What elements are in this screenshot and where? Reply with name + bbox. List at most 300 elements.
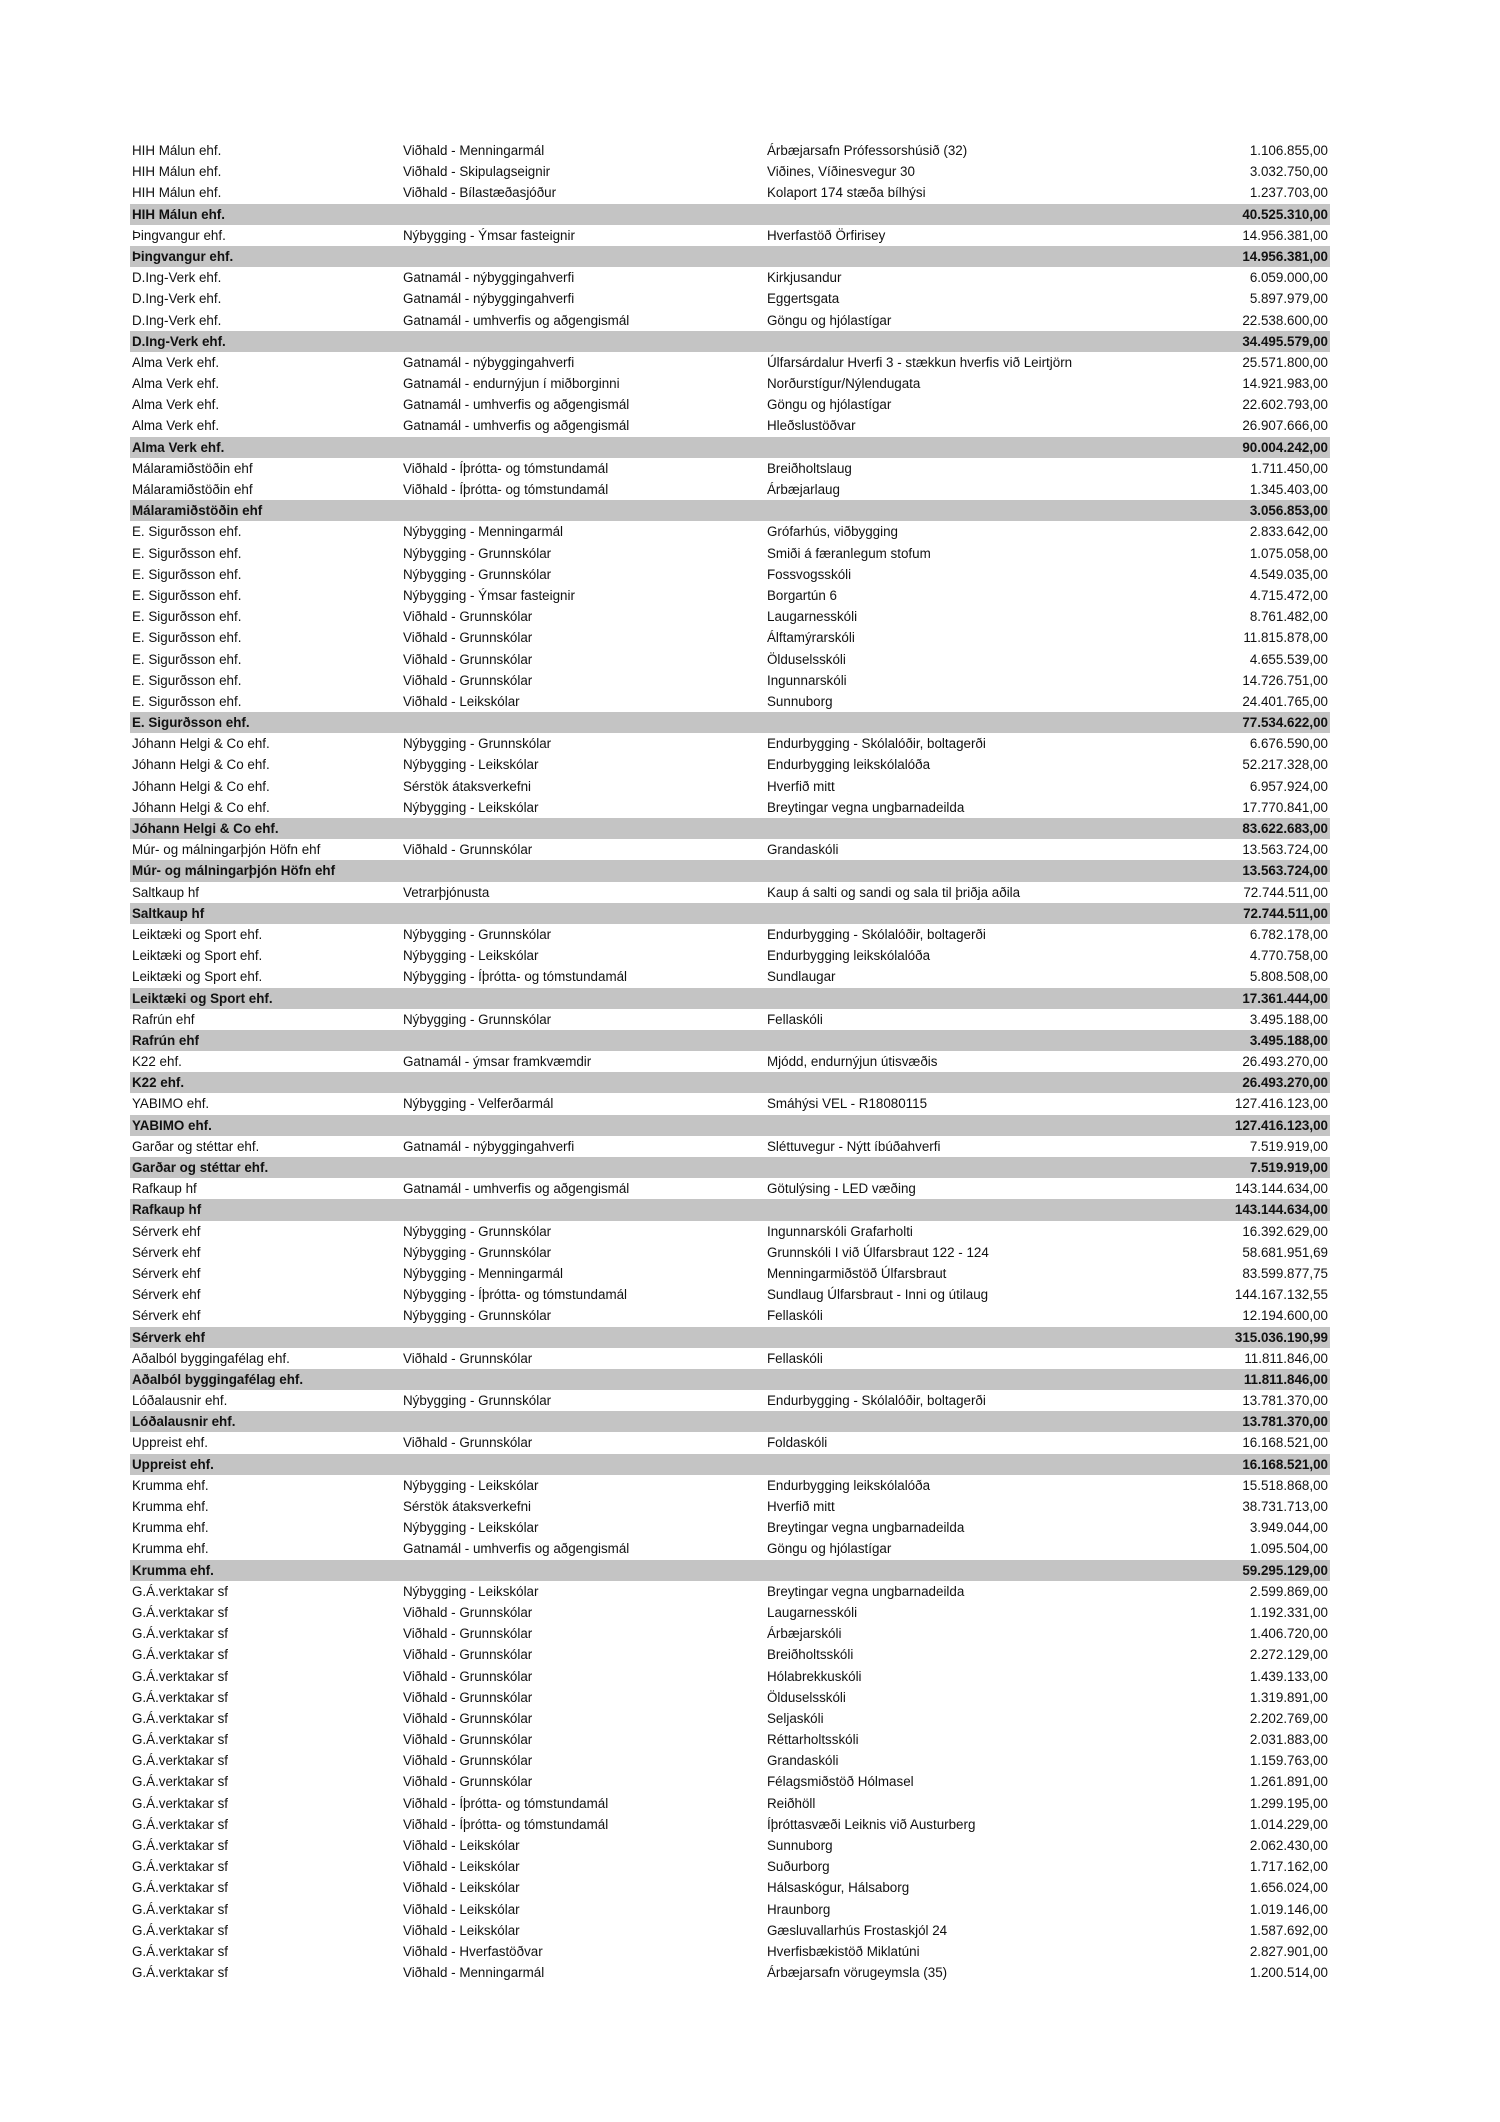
contractor-cell: G.Á.verktakar sf xyxy=(132,1583,228,1599)
contractor-cell: E. Sigurðsson ehf. xyxy=(132,715,250,731)
contractor-cell: G.Á.verktakar sf xyxy=(132,1647,228,1663)
project-cell: Grandaskóli xyxy=(767,1753,839,1769)
amount-cell: 13.781.370,00 xyxy=(1242,1393,1328,1409)
category-cell: Viðhald - Grunnskólar xyxy=(403,609,533,625)
project-cell: Kirkjusandur xyxy=(767,270,842,286)
amount-cell: 3.032.750,00 xyxy=(1249,164,1328,180)
amount-cell: 1.711.450,00 xyxy=(1250,460,1328,476)
contractor-cell: Garðar og stéttar ehf. xyxy=(132,1138,260,1154)
table-row xyxy=(130,415,1330,436)
category-cell: Vetrarþjónusta xyxy=(403,884,490,900)
amount-cell: 1.159.763,00 xyxy=(1249,1753,1328,1769)
amount-cell: 2.827.901,00 xyxy=(1249,1943,1328,1959)
subtotal-row xyxy=(130,1411,1330,1432)
table-row xyxy=(130,1602,1330,1623)
amount-cell: 83.622.683,00 xyxy=(1242,821,1328,836)
subtotal-row xyxy=(130,712,1330,733)
amount-cell: 52.217.328,00 xyxy=(1242,757,1328,773)
contractor-cell: G.Á.verktakar sf xyxy=(132,1732,228,1748)
category-cell: Gatnamál - nýbyggingahverfi xyxy=(403,270,575,286)
amount-cell: 72.744.511,00 xyxy=(1243,905,1328,921)
table-row xyxy=(130,373,1330,394)
project-cell: Sundlaugar xyxy=(767,969,836,985)
contractor-cell: Aðalból byggingafélag ehf. xyxy=(132,1371,304,1387)
project-cell: Endurbygging - Skólalóðir, boltagerði xyxy=(767,1393,986,1409)
table-row xyxy=(130,1708,1330,1729)
amount-cell: 2.062.430,00 xyxy=(1249,1838,1328,1853)
category-cell: Viðhald - Grunnskólar xyxy=(403,1732,533,1748)
contractor-cell: Alma Verk ehf. xyxy=(132,439,225,455)
amount-cell: 3.949.044,00 xyxy=(1249,1520,1328,1536)
category-cell: Nýbygging - Grunnskólar xyxy=(403,1393,552,1409)
category-cell: Viðhald - Íþrótta- og tómstundamál xyxy=(403,1816,609,1832)
subtotal-row xyxy=(130,1560,1330,1581)
amount-cell: 4.655.539,00 xyxy=(1249,651,1328,667)
contractor-cell: E. Sigurðsson ehf. xyxy=(132,545,242,561)
contractor-cell: Jóhann Helgi & Co ehf. xyxy=(132,821,279,836)
project-cell: Félagsmiðstöð Hólmasel xyxy=(767,1774,914,1790)
amount-cell: 4.549.035,00 xyxy=(1249,566,1328,582)
project-cell: Árbæjarlaug xyxy=(767,482,840,497)
table-row xyxy=(130,352,1330,373)
category-cell: Viðhald - Grunnskólar xyxy=(403,1435,533,1451)
contractor-cell: HIH Málun ehf. xyxy=(132,206,225,222)
project-cell: Göngu og hjólastígar xyxy=(767,312,892,328)
contractor-cell: E. Sigurðsson ehf. xyxy=(132,566,242,582)
subtotal-row xyxy=(130,500,1330,521)
category-cell: Gatnamál - umhverfis og aðgengismál xyxy=(403,397,630,413)
table-row xyxy=(130,1941,1330,1962)
contractor-cell: Sérverk ehf xyxy=(132,1329,205,1345)
table-row xyxy=(130,1305,1330,1326)
project-cell: Hverfastöð Örfirisey xyxy=(767,227,886,243)
amount-cell: 14.956.381,00 xyxy=(1242,248,1328,264)
project-cell: Breytingar vegna ungbarnadeilda xyxy=(767,1583,965,1599)
contractor-cell: Aðalból byggingafélag ehf. xyxy=(132,1350,290,1366)
contractor-cell: G.Á.verktakar sf xyxy=(132,1795,228,1811)
contractor-cell: G.Á.verktakar sf xyxy=(132,1859,228,1875)
category-cell: Gatnamál - ýmsar framkvæmdir xyxy=(403,1054,592,1070)
amount-cell: 1.319.891,00 xyxy=(1249,1689,1328,1705)
amount-cell: 1.237.703,00 xyxy=(1249,185,1328,201)
contractor-cell: D.Ing-Verk ehf. xyxy=(132,312,222,328)
contractor-cell: E. Sigurðsson ehf. xyxy=(132,693,242,709)
project-cell: Endurbygging leikskólalóða xyxy=(767,757,931,773)
category-cell: Nýbygging - Menningarmál xyxy=(403,1265,564,1281)
category-cell: Nýbygging - Leikskólar xyxy=(403,799,539,815)
contractor-cell: Uppreist ehf. xyxy=(132,1435,208,1451)
category-cell: Nýbygging - Grunnskólar xyxy=(403,1244,552,1260)
project-cell: Mjódd, endurnýjun útisvæðis xyxy=(767,1054,938,1070)
subtotal-row xyxy=(130,903,1330,924)
category-cell: Viðhald - Leikskólar xyxy=(403,1838,520,1853)
table-row xyxy=(130,627,1330,648)
contractor-cell: G.Á.verktakar sf xyxy=(132,1626,228,1642)
project-cell: Fossvogsskóli xyxy=(767,566,852,582)
category-cell: Viðhald - Leikskólar xyxy=(403,1922,520,1938)
contractor-cell: Krumma ehf. xyxy=(132,1541,209,1557)
category-cell: Viðhald - Grunnskólar xyxy=(403,1668,533,1684)
table-row xyxy=(130,1666,1330,1687)
subtotal-row xyxy=(130,1199,1330,1220)
table-row xyxy=(130,924,1330,945)
table-row xyxy=(130,479,1330,500)
contractor-cell: Lóðalausnir ehf. xyxy=(132,1393,228,1409)
contractor-cell: Leiktæki og Sport ehf. xyxy=(132,926,263,942)
table-row xyxy=(130,310,1330,331)
amount-cell: 3.495.188,00 xyxy=(1249,1032,1328,1048)
contractor-cell: K22 ehf. xyxy=(132,1075,185,1091)
contractor-cell: Saltkaup hf xyxy=(132,884,199,900)
category-cell: Viðhald - Grunnskólar xyxy=(403,1689,533,1705)
category-cell: Nýbygging - Íþrótta- og tómstundamál xyxy=(403,969,628,985)
project-cell: Grandaskóli xyxy=(767,842,839,858)
amount-cell: 3.056.853,00 xyxy=(1249,503,1328,519)
project-cell: Kaup á salti og sandi og sala til þriðja aðila xyxy=(767,884,1021,900)
table-row xyxy=(130,394,1330,415)
table-row xyxy=(130,140,1330,161)
amount-cell: 58.681.951,69 xyxy=(1242,1244,1328,1260)
contractor-cell: D.Ing-Verk ehf. xyxy=(132,291,222,307)
table-row xyxy=(130,1517,1330,1538)
amount-cell: 16.168.521,00 xyxy=(1242,1435,1328,1451)
contractor-cell: Þingvangur ehf. xyxy=(132,227,226,243)
contractor-cell: Múr- og málningarþjón Höfn ehf xyxy=(132,863,336,879)
project-cell: Álftamýrarskóli xyxy=(767,630,855,646)
amount-cell: 90.004.242,00 xyxy=(1242,439,1328,455)
contractor-cell: HIH Málun ehf. xyxy=(132,185,222,201)
project-cell: Breiðholtsskóli xyxy=(767,1647,854,1663)
contractor-cell: YABIMO ehf. xyxy=(132,1117,212,1133)
table-row xyxy=(130,1771,1330,1792)
contractor-cell: Krumma ehf. xyxy=(132,1499,209,1514)
table-row xyxy=(130,182,1330,203)
project-cell: Seljaskóli xyxy=(767,1710,824,1726)
project-cell: Breytingar vegna ungbarnadeilda xyxy=(767,1520,965,1536)
category-cell: Viðhald - Leikskólar xyxy=(403,1901,520,1917)
table-row xyxy=(130,521,1330,542)
contractor-cell: Málaramiðstöðin ehf xyxy=(132,460,253,476)
project-cell: Foldaskóli xyxy=(767,1435,828,1451)
table-row xyxy=(130,649,1330,670)
category-cell: Nýbygging - Grunnskólar xyxy=(403,1308,552,1324)
contractor-cell: Málaramiðstöðin ehf xyxy=(132,503,263,519)
contractor-cell: G.Á.verktakar sf xyxy=(132,1965,228,1981)
contractor-cell: G.Á.verktakar sf xyxy=(132,1689,228,1705)
table-row xyxy=(130,225,1330,246)
category-cell: Viðhald - Grunnskólar xyxy=(403,1774,533,1790)
subtotal-row xyxy=(130,1157,1330,1178)
project-cell: Fellaskóli xyxy=(767,1011,823,1027)
table-row xyxy=(130,1899,1330,1920)
contractor-cell: Jóhann Helgi & Co ehf. xyxy=(132,736,270,752)
subtotal-row xyxy=(130,818,1330,839)
project-cell: Gæsluvallarhús Frostaskjól 24 xyxy=(767,1922,948,1938)
project-cell: Árbæjarsafn vörugeymsla (35) xyxy=(767,1965,948,1981)
subtotal-row xyxy=(130,331,1330,352)
amount-cell: 5.808.508,00 xyxy=(1249,969,1328,985)
amount-cell: 1.095.504,00 xyxy=(1249,1541,1328,1557)
project-cell: Breytingar vegna ungbarnadeilda xyxy=(767,799,965,815)
contractor-cell: E. Sigurðsson ehf. xyxy=(132,630,242,646)
contractor-cell: HIH Málun ehf. xyxy=(132,143,222,158)
category-cell: Viðhald - Grunnskólar xyxy=(403,1710,533,1726)
amount-cell: 6.782.178,00 xyxy=(1249,926,1328,942)
project-cell: Úlfarsárdalur Hverfi 3 - stækkun hverfis við Leirtjörn xyxy=(767,354,1073,370)
project-cell: Hleðslustöðvar xyxy=(767,418,856,434)
category-cell: Nýbygging - Íþrótta- og tómstundamál xyxy=(403,1287,628,1303)
project-cell: Hálsaskógur, Hálsaborg xyxy=(767,1880,910,1896)
table-row xyxy=(130,797,1330,818)
category-cell: Nýbygging - Leikskólar xyxy=(403,757,539,773)
amount-cell: 2.599.869,00 xyxy=(1249,1583,1328,1599)
project-cell: Endurbygging leikskólalóða xyxy=(767,1477,931,1493)
table-row xyxy=(130,1729,1330,1750)
category-cell: Nýbygging - Leikskólar xyxy=(403,1477,539,1493)
project-cell: Hverfið mitt xyxy=(767,1499,835,1514)
project-cell: Hverfisbækistöð Miklatúni xyxy=(767,1943,920,1959)
contractor-cell: G.Á.verktakar sf xyxy=(132,1838,228,1853)
category-cell: Viðhald - Grunnskólar xyxy=(403,1604,533,1620)
contractor-cell: G.Á.verktakar sf xyxy=(132,1816,228,1832)
subtotal-row xyxy=(130,246,1330,267)
amount-cell: 6.059.000,00 xyxy=(1249,270,1328,286)
amount-cell: 17.361.444,00 xyxy=(1242,990,1328,1006)
project-cell: Sléttuvegur - Nýtt íbúðahverfi xyxy=(767,1138,941,1154)
table-row xyxy=(130,1178,1330,1199)
category-cell: Gatnamál - nýbyggingahverfi xyxy=(403,354,575,370)
table-row xyxy=(130,606,1330,627)
amount-cell: 2.202.769,00 xyxy=(1249,1710,1328,1726)
category-cell: Nýbygging - Grunnskólar xyxy=(403,1223,552,1239)
amount-cell: 83.599.877,75 xyxy=(1242,1265,1328,1281)
contractor-cell: Krumma ehf. xyxy=(132,1520,209,1536)
contractor-cell: Sérverk ehf xyxy=(132,1244,201,1260)
subtotal-row xyxy=(130,988,1330,1009)
amount-cell: 25.571.800,00 xyxy=(1242,354,1328,370)
table-row xyxy=(130,1920,1330,1941)
category-cell: Nýbygging - Grunnskólar xyxy=(403,566,552,582)
table-row xyxy=(130,670,1330,691)
table-row xyxy=(130,1221,1330,1242)
amount-cell: 14.726.751,00 xyxy=(1242,672,1328,688)
amount-cell: 1.439.133,00 xyxy=(1249,1668,1328,1684)
amount-cell: 7.519.919,00 xyxy=(1249,1138,1328,1154)
category-cell: Sérstök átaksverkefni xyxy=(403,1499,532,1514)
contractor-cell: Þingvangur ehf. xyxy=(132,248,234,264)
amount-cell: 26.493.270,00 xyxy=(1242,1075,1328,1091)
table-row xyxy=(130,1242,1330,1263)
contractor-cell: G.Á.verktakar sf xyxy=(132,1943,228,1959)
project-cell: Grófarhús, viðbygging xyxy=(767,524,899,540)
subtotal-row xyxy=(130,204,1330,225)
category-cell: Viðhald - Hverfastöðvar xyxy=(403,1943,543,1959)
contractor-cell: G.Á.verktakar sf xyxy=(132,1901,228,1917)
category-cell: Viðhald - Grunnskólar xyxy=(403,1350,533,1366)
table-row xyxy=(130,585,1330,606)
amount-cell: 143.144.634,00 xyxy=(1234,1202,1328,1218)
amount-cell: 11.811.846,00 xyxy=(1243,1371,1328,1387)
category-cell: Viðhald - Íþrótta- og tómstundamál xyxy=(403,460,609,476)
project-cell: Hverfið mitt xyxy=(767,778,835,794)
contractor-cell: E. Sigurðsson ehf. xyxy=(132,524,242,540)
project-cell: Árbæjarskóli xyxy=(767,1626,842,1642)
table-row xyxy=(130,543,1330,564)
contractor-cell: G.Á.verktakar sf xyxy=(132,1922,228,1938)
amount-cell: 1.587.692,00 xyxy=(1249,1922,1328,1938)
amount-cell: 22.538.600,00 xyxy=(1242,312,1328,328)
contractor-cell: E. Sigurðsson ehf. xyxy=(132,587,242,603)
category-cell: Viðhald - Grunnskólar xyxy=(403,630,533,646)
contractor-cell: Krumma ehf. xyxy=(132,1477,209,1493)
contractor-cell: Alma Verk ehf. xyxy=(132,376,220,392)
project-cell: Menningarmiðstöð Úlfarsbraut xyxy=(767,1265,947,1281)
subtotal-row xyxy=(130,1327,1330,1348)
table-row xyxy=(130,267,1330,288)
amount-cell: 26.493.270,00 xyxy=(1242,1054,1328,1070)
amount-cell: 22.602.793,00 xyxy=(1242,397,1328,413)
project-cell: Hraunborg xyxy=(767,1901,831,1917)
table-row xyxy=(130,691,1330,712)
category-cell: Nýbygging - Velferðarmál xyxy=(403,1096,554,1112)
amount-cell: 1.261.891,00 xyxy=(1249,1774,1328,1790)
contractor-cell: E. Sigurðsson ehf. xyxy=(132,609,242,625)
category-cell: Viðhald - Grunnskólar xyxy=(403,1647,533,1663)
table-row xyxy=(130,1432,1330,1453)
subtotal-row xyxy=(130,1369,1330,1390)
project-cell: Réttarholtsskóli xyxy=(767,1732,859,1748)
contractor-cell: YABIMO ehf. xyxy=(132,1096,210,1112)
project-cell: Laugarnesskóli xyxy=(767,609,858,625)
amount-cell: 1.345.403,00 xyxy=(1249,482,1328,497)
contractor-cell: Alma Verk ehf. xyxy=(132,354,220,370)
category-cell: Nýbygging - Leikskólar xyxy=(403,1520,539,1536)
project-cell: Ingunnarskóli xyxy=(767,672,847,688)
contractor-cell: Lóðalausnir ehf. xyxy=(132,1414,236,1430)
amount-cell: 4.715.472,00 xyxy=(1249,587,1328,603)
project-cell: Breiðholtslaug xyxy=(767,460,852,476)
contractor-cell: Múr- og málningarþjón Höfn ehf xyxy=(132,842,321,858)
table-row xyxy=(130,1284,1330,1305)
project-cell: Götulýsing - LED væðing xyxy=(767,1181,916,1197)
contractor-cell: Leiktæki og Sport ehf. xyxy=(132,948,263,964)
table-row xyxy=(130,839,1330,860)
project-cell: Sundlaug Úlfarsbraut - Inni og útilaug xyxy=(767,1287,989,1303)
project-cell: Göngu og hjólastígar xyxy=(767,1541,892,1557)
amount-cell: 143.144.634,00 xyxy=(1234,1181,1328,1197)
category-cell: Nýbygging - Grunnskólar xyxy=(403,545,552,561)
amount-cell: 5.897.979,00 xyxy=(1249,291,1328,307)
subtotal-row xyxy=(130,1454,1330,1475)
table-row xyxy=(130,288,1330,309)
contractor-cell: D.Ing-Verk ehf. xyxy=(132,333,226,349)
category-cell: Nýbygging - Grunnskólar xyxy=(403,1011,552,1027)
table-row xyxy=(130,1581,1330,1602)
amount-cell: 4.770.758,00 xyxy=(1249,948,1328,964)
amount-cell: 6.957.924,00 xyxy=(1249,778,1328,794)
category-cell: Nýbygging - Menningarmál xyxy=(403,524,564,540)
project-cell: Reiðhöll xyxy=(767,1795,816,1811)
amount-cell: 315.036.190,99 xyxy=(1234,1329,1328,1345)
contractor-cell: Sérverk ehf xyxy=(132,1223,201,1239)
category-cell: Gatnamál - endurnýjun í miðborginni xyxy=(403,376,620,392)
amount-cell: 14.921.983,00 xyxy=(1242,376,1328,392)
category-cell: Viðhald - Menningarmál xyxy=(403,1965,545,1981)
amount-cell: 11.811.846,00 xyxy=(1244,1350,1328,1366)
project-cell: Hólabrekkuskóli xyxy=(767,1668,862,1684)
contractor-cell: G.Á.verktakar sf xyxy=(132,1710,228,1726)
table-row xyxy=(130,754,1330,775)
amount-cell: 1.299.195,00 xyxy=(1249,1795,1328,1811)
amount-cell: 1.200.514,00 xyxy=(1249,1965,1328,1981)
contractor-cell: Leiktæki og Sport ehf. xyxy=(132,990,273,1006)
contractor-cell: Jóhann Helgi & Co ehf. xyxy=(132,778,270,794)
table-row xyxy=(130,1856,1330,1877)
amount-cell: 2.031.883,00 xyxy=(1249,1732,1328,1748)
table-row xyxy=(130,1687,1330,1708)
contractor-cell: HIH Málun ehf. xyxy=(132,164,222,180)
project-cell: Norðurstígur/Nýlendugata xyxy=(767,376,921,392)
amount-cell: 3.495.188,00 xyxy=(1249,1011,1328,1027)
project-cell: Endurbygging - Skólalóðir, boltagerði xyxy=(767,926,986,942)
contractor-cell: K22 ehf. xyxy=(132,1054,182,1070)
amount-cell: 1.192.331,00 xyxy=(1249,1604,1328,1620)
project-cell: Árbæjarsafn Prófessorshúsið (32) xyxy=(767,143,968,158)
project-cell: Íþróttasvæði Leiknis við Austurberg xyxy=(767,1816,976,1832)
amount-cell: 40.525.310,00 xyxy=(1242,206,1328,222)
amount-cell: 7.519.919,00 xyxy=(1249,1160,1328,1175)
subtotal-row xyxy=(130,1115,1330,1136)
table-row xyxy=(130,1877,1330,1898)
category-cell: Viðhald - Bílastæðasjóður xyxy=(403,185,557,201)
category-cell: Gatnamál - umhverfis og aðgengismál xyxy=(403,418,630,434)
subtotal-row xyxy=(130,1072,1330,1093)
project-cell: Smiði á færanlegum stofum xyxy=(767,545,931,561)
project-cell: Viðines, Víðinesvegur 30 xyxy=(767,164,915,180)
project-cell: Sunnuborg xyxy=(767,693,833,709)
category-cell: Viðhald - Grunnskólar xyxy=(403,1753,533,1769)
table-row xyxy=(130,882,1330,903)
table-row xyxy=(130,945,1330,966)
category-cell: Viðhald - Grunnskólar xyxy=(403,651,533,667)
table-row xyxy=(130,1136,1330,1157)
amount-cell: 14.956.381,00 xyxy=(1242,227,1328,243)
subtotal-row xyxy=(130,437,1330,458)
amount-cell: 2.272.129,00 xyxy=(1249,1647,1328,1663)
project-cell: Ölduselsskóli xyxy=(767,651,846,667)
amount-cell: 34.495.579,00 xyxy=(1242,333,1328,349)
contractor-cell: G.Á.verktakar sf xyxy=(132,1604,228,1620)
project-cell: Laugarnesskóli xyxy=(767,1604,858,1620)
contractor-cell: Sérverk ehf xyxy=(132,1265,201,1281)
table-row xyxy=(130,458,1330,479)
category-cell: Viðhald - Grunnskólar xyxy=(403,842,533,858)
project-cell: Kolaport 174 stæða bílhýsi xyxy=(767,185,926,201)
contractor-cell: Alma Verk ehf. xyxy=(132,418,220,434)
amount-cell: 1.014.229,00 xyxy=(1249,1816,1328,1832)
category-cell: Gatnamál - nýbyggingahverfi xyxy=(403,291,575,307)
contractor-cell: Sérverk ehf xyxy=(132,1308,201,1324)
category-cell: Viðhald - Grunnskólar xyxy=(403,672,533,688)
table-row xyxy=(130,1093,1330,1114)
table-row xyxy=(130,1814,1330,1835)
table-row xyxy=(130,1644,1330,1665)
contractor-cell: Uppreist ehf. xyxy=(132,1456,214,1472)
table-row xyxy=(130,161,1330,182)
amount-cell: 13.781.370,00 xyxy=(1242,1414,1328,1430)
amount-cell: 8.761.482,00 xyxy=(1249,609,1328,625)
amount-cell: 1.406.720,00 xyxy=(1249,1626,1328,1642)
